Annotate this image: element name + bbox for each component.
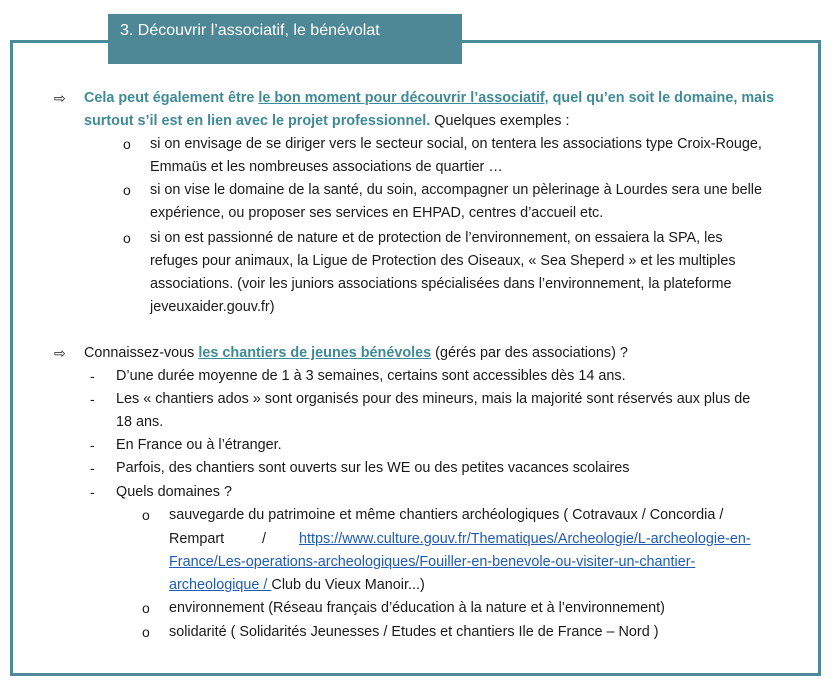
list-item: si on est passionné de nature et de protection de l’environnement, on essaiera la SPA, les [150,230,723,246]
section1-lead-line1: Cela peut également être le bon moment pour découvrir l’associatif, quel qu’en soit le domaine, mais [84,90,775,106]
list-item: Rempart [169,531,225,547]
list-bullet: o [142,600,150,616]
arrow-icon: ⇨ [54,345,66,361]
list-item: Quels domaines ? [116,484,232,500]
arrow-icon: ⇨ [54,90,66,106]
list-item: sauvegarde du patrimoine et même chantiers archéologiques ( Cotravaux / Concordia / [169,507,724,523]
chantiers-highlight: les chantiers de jeunes bénévoles [198,345,432,361]
list-bullet: o [123,230,131,246]
section1-lead-line2: surtout s’il est en lien avec le projet professionnel. Quelques exemples : [84,113,570,129]
list-item: si on envisage de se diriger vers le secteur social, on tentera les associations type Croix-Rouge, [150,136,762,152]
list-item: refuges pour animaux, la Ligue de Protection des Oiseaux, « Sea Sheperd » et les multiples [150,253,736,269]
list-bullet: o [142,624,150,640]
list-item: D’une durée moyenne de 1 à 3 semaines, certains sont accessibles dès 14 ans. [116,368,626,384]
list-item: environnement (Réseau français d’éducation à la nature et à l’environnement) [169,600,665,616]
list-item: expérience, ou proposer ses services en EHPAD, centres d’accueil etc. [150,205,604,221]
list-item: Parfois, des chantiers sont ouverts sur les WE ou des petites vacances scolaires [116,460,630,476]
associatif-highlight: le bon moment pour découvrir l’associatif, [258,90,549,106]
list-bullet: o [123,182,131,198]
list-item: 18 ans. [116,414,164,430]
list-item: Emmaüs et les nombreuses associations de quartier … [150,159,503,175]
list-item: solidarité ( Solidarités Jeunesses / Etudes et chantiers Ile de France – Nord ) [169,624,659,640]
culture-link[interactable]: archeologique / [169,577,272,593]
list-bullet: o [123,136,131,152]
list-item: jeveuxaider.gouv.fr) [150,299,275,315]
dash-bullet: - [90,437,95,453]
culture-link[interactable]: https://www.culture.gouv.fr/Thematiques/Archeologie/L-archeologie-en- [299,531,751,547]
dash-bullet: - [90,460,95,476]
list-item: En France ou à l’étranger. [116,437,282,453]
list-item: / [262,531,266,547]
list-item: Les « chantiers ados » sont organisés pour des mineurs, mais la majorité sont réservés aux plus de [116,391,751,407]
list-bullet: o [142,507,150,523]
dash-bullet: - [90,391,95,407]
section-title: 3. Découvrir l’associatif, le bénévolat [120,22,380,39]
dash-bullet: - [90,368,95,384]
dash-bullet: - [90,484,95,500]
list-item: archeologique / Club du Vieux Manoir...) [169,577,425,593]
list-item: si on vise le domaine de la santé, du soin, accompagner un pèlerinage à Lourdes sera une belle [150,182,763,198]
culture-link[interactable]: France/Les-operations-archeologiques/Fouiller-en-benevole-ou-visiter-un-chantier- [169,554,696,570]
section2-lead: Connaissez-vous les chantiers de jeunes bénévoles (gérés par des associations) ? [84,345,628,361]
list-item: associations. (voir les juniors associations spécialisées dans l’environnement, la plateforme [150,276,732,292]
section-header [108,14,462,64]
